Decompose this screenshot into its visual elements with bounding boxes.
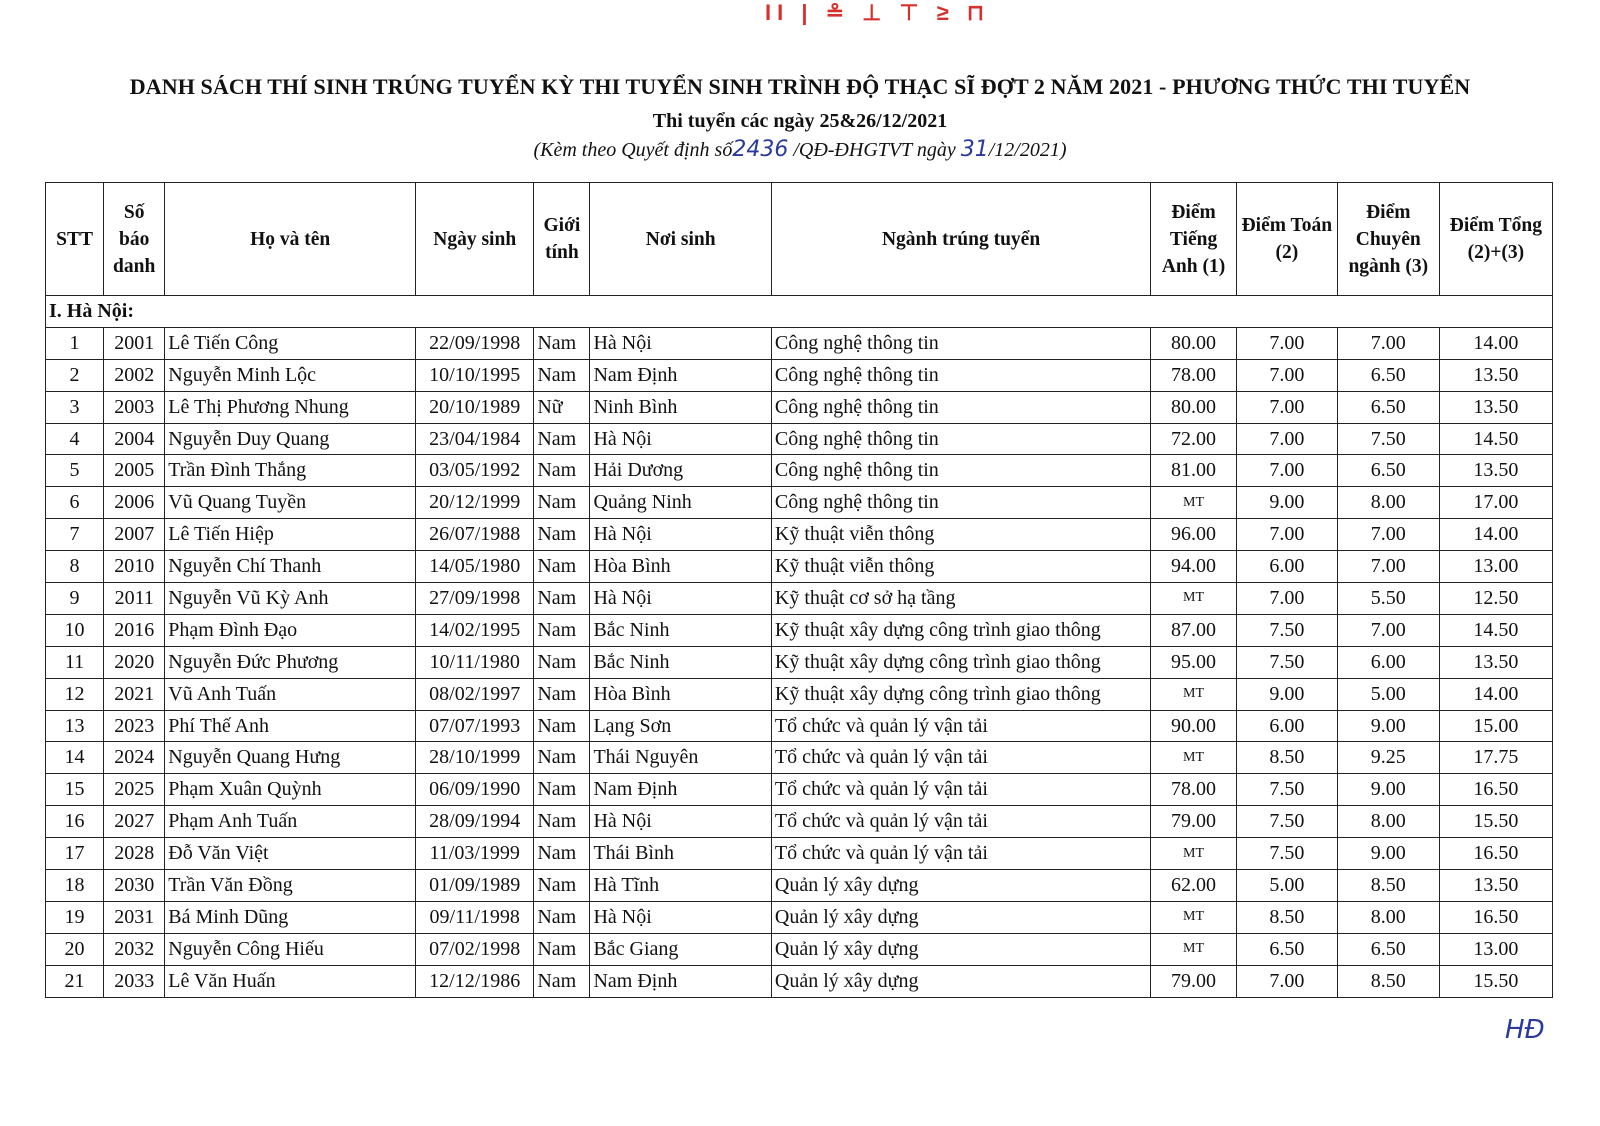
cell-stt: 16 — [46, 806, 104, 838]
cell-english: 96.00 — [1151, 519, 1237, 551]
table-row — [46, 870, 1553, 902]
cell-specialty: 8.00 — [1337, 487, 1439, 519]
cell-sbd: 2033 — [104, 965, 165, 997]
cell-birthplace: Bắc Ninh — [590, 646, 771, 678]
cell-total: 14.50 — [1439, 614, 1552, 646]
cell-dob: 01/09/1989 — [416, 870, 534, 902]
table-header-row — [46, 183, 1553, 296]
cell-birthplace: Hòa Bình — [590, 678, 771, 710]
cell-specialty: 5.00 — [1337, 678, 1439, 710]
cell-gender: Nam — [534, 774, 590, 806]
cell-name: Lê Thị Phương Nhung — [165, 391, 416, 423]
cell-sbd: 2005 — [104, 455, 165, 487]
cell-stt: 21 — [46, 965, 104, 997]
cell-stt: 6 — [46, 487, 104, 519]
cell-math: 7.00 — [1236, 391, 1337, 423]
cell-birthplace: Bắc Ninh — [590, 614, 771, 646]
cell-sbd: 2032 — [104, 933, 165, 965]
cell-total: 15.00 — [1439, 710, 1552, 742]
cell-sbd: 2025 — [104, 774, 165, 806]
cell-gender: Nam — [534, 870, 590, 902]
cell-stt: 3 — [46, 391, 104, 423]
cell-dob: 03/05/1992 — [416, 455, 534, 487]
cell-dob: 07/02/1998 — [416, 933, 534, 965]
cell-name: Lê Tiến Công — [165, 327, 416, 359]
cell-birthplace: Hòa Bình — [590, 551, 771, 583]
cell-name: Lê Văn Huấn — [165, 965, 416, 997]
cell-total: 14.00 — [1439, 327, 1552, 359]
table-row — [46, 933, 1553, 965]
cell-specialty: 6.50 — [1337, 455, 1439, 487]
table-row — [46, 838, 1553, 870]
header-dob: Ngày sinh — [416, 183, 534, 296]
cell-gender: Nam — [534, 359, 590, 391]
cell-birthplace: Nam Định — [590, 965, 771, 997]
cell-total: 13.50 — [1439, 646, 1552, 678]
cell-sbd: 2006 — [104, 487, 165, 519]
cell-stt: 11 — [46, 646, 104, 678]
cell-birthplace: Hà Nội — [590, 583, 771, 615]
group-row — [46, 296, 1553, 328]
cell-gender: Nam — [534, 455, 590, 487]
cell-dob: 20/10/1989 — [416, 391, 534, 423]
cell-dob: 09/11/1998 — [416, 901, 534, 933]
cell-major: Công nghệ thông tin — [771, 359, 1150, 391]
cell-total: 13.50 — [1439, 359, 1552, 391]
cell-english: 95.00 — [1151, 646, 1237, 678]
cell-name: Trần Đình Thắng — [165, 455, 416, 487]
cell-name: Lê Tiến Hiệp — [165, 519, 416, 551]
header-specialty: Điểm Chuyên ngành (3) — [1337, 183, 1439, 296]
cell-dob: 28/10/1999 — [416, 742, 534, 774]
cell-major: Tổ chức và quản lý vận tải — [771, 838, 1150, 870]
cell-sbd: 2023 — [104, 710, 165, 742]
table-row — [46, 423, 1553, 455]
cell-major: Công nghệ thông tin — [771, 423, 1150, 455]
cell-name: Vũ Anh Tuấn — [165, 678, 416, 710]
cell-birthplace: Hải Dương — [590, 455, 771, 487]
header-gender: Giới tính — [534, 183, 590, 296]
cell-name: Phí Thế Anh — [165, 710, 416, 742]
cell-math: 7.00 — [1236, 327, 1337, 359]
cell-english: MT — [1151, 901, 1237, 933]
cell-math: 7.50 — [1236, 646, 1337, 678]
cell-english: 80.00 — [1151, 391, 1237, 423]
cell-birthplace: Nam Định — [590, 774, 771, 806]
cell-sbd: 2001 — [104, 327, 165, 359]
cell-birthplace: Nam Định — [590, 359, 771, 391]
cell-stt: 9 — [46, 583, 104, 615]
cell-stt: 12 — [46, 678, 104, 710]
cell-english: 78.00 — [1151, 359, 1237, 391]
cell-math: 7.50 — [1236, 774, 1337, 806]
cell-stt: 5 — [46, 455, 104, 487]
cell-sbd: 2004 — [104, 423, 165, 455]
cell-stt: 14 — [46, 742, 104, 774]
cell-math: 7.50 — [1236, 838, 1337, 870]
cell-math: 6.00 — [1236, 710, 1337, 742]
cell-name: Phạm Xuân Quỳnh — [165, 774, 416, 806]
table-row — [46, 965, 1553, 997]
cell-math: 7.00 — [1236, 423, 1337, 455]
cell-math: 7.00 — [1236, 519, 1337, 551]
cell-sbd: 2024 — [104, 742, 165, 774]
cell-gender: Nam — [534, 423, 590, 455]
cell-stt: 15 — [46, 774, 104, 806]
cell-english: 78.00 — [1151, 774, 1237, 806]
table-row — [46, 359, 1553, 391]
cell-english: MT — [1151, 933, 1237, 965]
cell-gender: Nam — [534, 965, 590, 997]
cell-sbd: 2028 — [104, 838, 165, 870]
cell-english: 81.00 — [1151, 455, 1237, 487]
cell-english: MT — [1151, 583, 1237, 615]
cell-dob: 22/09/1998 — [416, 327, 534, 359]
cell-birthplace: Ninh Bình — [590, 391, 771, 423]
decision-suffix: /12/2021) — [988, 139, 1067, 161]
table-row — [46, 327, 1553, 359]
cell-dob: 10/10/1995 — [416, 359, 534, 391]
stamp-mark: II | ≗ ⊥ ⊤ ≥ ⊓ — [765, 0, 991, 25]
cell-total: 14.00 — [1439, 519, 1552, 551]
cell-gender: Nam — [534, 678, 590, 710]
cell-dob: 14/02/1995 — [416, 614, 534, 646]
cell-specialty: 6.50 — [1337, 391, 1439, 423]
cell-sbd: 2021 — [104, 678, 165, 710]
cell-major: Công nghệ thông tin — [771, 327, 1150, 359]
cell-dob: 14/05/1980 — [416, 551, 534, 583]
cell-name: Nguyễn Minh Lộc — [165, 359, 416, 391]
cell-gender: Nam — [534, 583, 590, 615]
cell-dob: 11/03/1999 — [416, 838, 534, 870]
cell-english: 80.00 — [1151, 327, 1237, 359]
cell-specialty: 9.00 — [1337, 838, 1439, 870]
cell-math: 7.00 — [1236, 455, 1337, 487]
cell-name: Nguyễn Quang Hưng — [165, 742, 416, 774]
cell-sbd: 2011 — [104, 583, 165, 615]
decision-prefix: (Kèm theo Quyết định số — [533, 139, 733, 161]
cell-birthplace: Hà Nội — [590, 519, 771, 551]
cell-gender: Nam — [534, 710, 590, 742]
cell-birthplace: Bắc Giang — [590, 933, 771, 965]
cell-math: 7.50 — [1236, 806, 1337, 838]
cell-math: 8.50 — [1236, 901, 1337, 933]
cell-specialty: 8.50 — [1337, 965, 1439, 997]
cell-english: 90.00 — [1151, 710, 1237, 742]
table-row — [46, 646, 1553, 678]
cell-english: 62.00 — [1151, 870, 1237, 902]
cell-gender: Nam — [534, 933, 590, 965]
admission-table — [45, 182, 1553, 998]
header-stt: STT — [46, 183, 104, 296]
cell-specialty: 7.00 — [1337, 519, 1439, 551]
cell-math: 6.00 — [1236, 551, 1337, 583]
cell-math: 6.50 — [1236, 933, 1337, 965]
header-total: Điểm Tổng (2)+(3) — [1439, 183, 1552, 296]
cell-math: 5.00 — [1236, 870, 1337, 902]
cell-english: MT — [1151, 838, 1237, 870]
table-row — [46, 487, 1553, 519]
cell-total: 13.50 — [1439, 870, 1552, 902]
table-row — [46, 742, 1553, 774]
table-row — [46, 391, 1553, 423]
cell-specialty: 8.50 — [1337, 870, 1439, 902]
cell-birthplace: Lạng Sơn — [590, 710, 771, 742]
cell-stt: 8 — [46, 551, 104, 583]
header-birthplace: Nơi sinh — [590, 183, 771, 296]
cell-specialty: 9.00 — [1337, 710, 1439, 742]
cell-name: Phạm Anh Tuấn — [165, 806, 416, 838]
cell-specialty: 7.50 — [1337, 423, 1439, 455]
table-row — [46, 455, 1553, 487]
cell-gender: Nam — [534, 519, 590, 551]
cell-english: 79.00 — [1151, 806, 1237, 838]
cell-stt: 1 — [46, 327, 104, 359]
cell-gender: Nam — [534, 901, 590, 933]
cell-gender: Nam — [534, 646, 590, 678]
cell-name: Nguyễn Chí Thanh — [165, 551, 416, 583]
cell-stt: 7 — [46, 519, 104, 551]
cell-major: Quản lý xây dựng — [771, 901, 1150, 933]
cell-math: 7.00 — [1236, 965, 1337, 997]
decision-line — [0, 137, 1600, 162]
cell-specialty: 9.25 — [1337, 742, 1439, 774]
cell-dob: 28/09/1994 — [416, 806, 534, 838]
cell-stt: 13 — [46, 710, 104, 742]
cell-name: Nguyễn Đức Phương — [165, 646, 416, 678]
cell-stt: 4 — [46, 423, 104, 455]
cell-major: Kỹ thuật viễn thông — [771, 551, 1150, 583]
cell-gender: Nam — [534, 614, 590, 646]
cell-specialty: 5.50 — [1337, 583, 1439, 615]
table-row — [46, 901, 1553, 933]
cell-gender: Nam — [534, 838, 590, 870]
cell-birthplace: Hà Nội — [590, 806, 771, 838]
cell-total: 12.50 — [1439, 583, 1552, 615]
cell-total: 17.75 — [1439, 742, 1552, 774]
cell-specialty: 7.00 — [1337, 327, 1439, 359]
cell-english: 87.00 — [1151, 614, 1237, 646]
cell-major: Tổ chức và quản lý vận tải — [771, 774, 1150, 806]
cell-birthplace: Hà Nội — [590, 423, 771, 455]
cell-major: Kỹ thuật xây dựng công trình giao thông — [771, 614, 1150, 646]
cell-math: 7.00 — [1236, 359, 1337, 391]
cell-major: Tổ chức và quản lý vận tải — [771, 806, 1150, 838]
cell-total: 13.50 — [1439, 455, 1552, 487]
header-name: Họ và tên — [165, 183, 416, 296]
header-math: Điểm Toán (2) — [1236, 183, 1337, 296]
cell-math: 9.00 — [1236, 678, 1337, 710]
cell-gender: Nam — [534, 742, 590, 774]
cell-sbd: 2002 — [104, 359, 165, 391]
header-major: Ngành trúng tuyển — [771, 183, 1150, 296]
cell-name: Nguyễn Duy Quang — [165, 423, 416, 455]
cell-major: Quản lý xây dựng — [771, 965, 1150, 997]
cell-total: 14.50 — [1439, 423, 1552, 455]
cell-dob: 26/07/1988 — [416, 519, 534, 551]
cell-major: Công nghệ thông tin — [771, 487, 1150, 519]
cell-major: Công nghệ thông tin — [771, 391, 1150, 423]
cell-gender: Nam — [534, 806, 590, 838]
cell-sbd: 2016 — [104, 614, 165, 646]
cell-english: 79.00 — [1151, 965, 1237, 997]
header-english: Điểm Tiếng Anh (1) — [1151, 183, 1237, 296]
exam-dates: Thi tuyển các ngày 25&26/12/2021 — [652, 110, 948, 132]
cell-specialty: 8.00 — [1337, 806, 1439, 838]
cell-dob: 08/02/1997 — [416, 678, 534, 710]
cell-name: Nguyễn Vũ Kỳ Anh — [165, 583, 416, 615]
cell-birthplace: Hà Tĩnh — [590, 870, 771, 902]
cell-name: Nguyễn Công Hiếu — [165, 933, 416, 965]
cell-sbd: 2030 — [104, 870, 165, 902]
cell-sbd: 2003 — [104, 391, 165, 423]
cell-english: MT — [1151, 487, 1237, 519]
cell-birthplace: Hà Nội — [590, 901, 771, 933]
cell-total: 15.50 — [1439, 965, 1552, 997]
cell-birthplace: Hà Nội — [590, 327, 771, 359]
cell-name: Bá Minh Dũng — [165, 901, 416, 933]
decision-middle: /QĐ-ĐHGTVT ngày — [793, 139, 956, 161]
cell-name: Vũ Quang Tuyền — [165, 487, 416, 519]
cell-sbd: 2007 — [104, 519, 165, 551]
cell-stt: 10 — [46, 614, 104, 646]
cell-sbd: 2010 — [104, 551, 165, 583]
cell-stt: 19 — [46, 901, 104, 933]
cell-dob: 20/12/1999 — [416, 487, 534, 519]
cell-sbd: 2027 — [104, 806, 165, 838]
cell-major: Quản lý xây dựng — [771, 870, 1150, 902]
cell-major: Quản lý xây dựng — [771, 933, 1150, 965]
cell-math: 7.50 — [1236, 614, 1337, 646]
cell-major: Kỹ thuật viễn thông — [771, 519, 1150, 551]
cell-total: 16.50 — [1439, 774, 1552, 806]
cell-specialty: 6.50 — [1337, 359, 1439, 391]
cell-birthplace: Thái Nguyên — [590, 742, 771, 774]
decision-number: 2436 — [732, 137, 789, 162]
cell-stt: 20 — [46, 933, 104, 965]
table-row — [46, 806, 1553, 838]
cell-major: Công nghệ thông tin — [771, 455, 1150, 487]
cell-math: 7.00 — [1236, 583, 1337, 615]
cell-birthplace: Thái Bình — [590, 838, 771, 870]
cell-sbd: 2020 — [104, 646, 165, 678]
cell-dob: 07/07/1993 — [416, 710, 534, 742]
cell-total: 13.50 — [1439, 391, 1552, 423]
cell-stt: 18 — [46, 870, 104, 902]
cell-major: Kỹ thuật xây dựng công trình giao thông — [771, 678, 1150, 710]
cell-english: MT — [1151, 678, 1237, 710]
cell-gender: Nam — [534, 487, 590, 519]
cell-major: Tổ chức và quản lý vận tải — [771, 710, 1150, 742]
cell-specialty: 7.00 — [1337, 614, 1439, 646]
cell-name: Đỗ Văn Việt — [165, 838, 416, 870]
cell-major: Kỹ thuật cơ sở hạ tầng — [771, 583, 1150, 615]
cell-total: 14.00 — [1439, 678, 1552, 710]
cell-specialty: 6.50 — [1337, 933, 1439, 965]
initials-signature: HĐ — [1505, 1015, 1545, 1045]
cell-sbd: 2031 — [104, 901, 165, 933]
table-row — [46, 551, 1553, 583]
cell-major: Kỹ thuật xây dựng công trình giao thông — [771, 646, 1150, 678]
cell-math: 8.50 — [1236, 742, 1337, 774]
cell-gender: Nữ — [534, 391, 590, 423]
cell-dob: 12/12/1986 — [416, 965, 534, 997]
cell-gender: Nam — [534, 327, 590, 359]
document-header — [0, 74, 1600, 162]
table-row — [46, 519, 1553, 551]
cell-english: MT — [1151, 742, 1237, 774]
cell-specialty: 7.00 — [1337, 551, 1439, 583]
cell-stt: 2 — [46, 359, 104, 391]
document-title: DANH SÁCH THÍ SINH TRÚNG TUYỂN KỲ THI TUYỂN SINH TRÌNH ĐỘ THẠC SĨ ĐỢT 2 NĂM 2021 - PHƯƠNG THỨC THI TUYỂN — [129, 74, 1471, 99]
cell-english: 94.00 — [1151, 551, 1237, 583]
cell-specialty: 8.00 — [1337, 901, 1439, 933]
decision-day: 31 — [960, 137, 989, 162]
cell-name: Phạm Đình Đạo — [165, 614, 416, 646]
header-sbd: Số báo danh — [104, 183, 165, 296]
cell-stt: 17 — [46, 838, 104, 870]
cell-dob: 06/09/1990 — [416, 774, 534, 806]
cell-dob: 10/11/1980 — [416, 646, 534, 678]
cell-total: 16.50 — [1439, 838, 1552, 870]
table-row — [46, 774, 1553, 806]
group-label: I. Hà Nội: — [46, 296, 1553, 328]
cell-dob: 27/09/1998 — [416, 583, 534, 615]
cell-gender: Nam — [534, 551, 590, 583]
cell-total: 16.50 — [1439, 901, 1552, 933]
cell-dob: 23/04/1984 — [416, 423, 534, 455]
table-row — [46, 614, 1553, 646]
cell-name: Trần Văn Đồng — [165, 870, 416, 902]
cell-specialty: 9.00 — [1337, 774, 1439, 806]
cell-total: 13.00 — [1439, 551, 1552, 583]
cell-major: Tổ chức và quản lý vận tải — [771, 742, 1150, 774]
cell-total: 15.50 — [1439, 806, 1552, 838]
cell-math: 9.00 — [1236, 487, 1337, 519]
cell-birthplace: Quảng Ninh — [590, 487, 771, 519]
table-row — [46, 678, 1553, 710]
cell-total: 13.00 — [1439, 933, 1552, 965]
table-row — [46, 583, 1553, 615]
cell-total: 17.00 — [1439, 487, 1552, 519]
cell-english: 72.00 — [1151, 423, 1237, 455]
cell-specialty: 6.00 — [1337, 646, 1439, 678]
table-row — [46, 710, 1553, 742]
